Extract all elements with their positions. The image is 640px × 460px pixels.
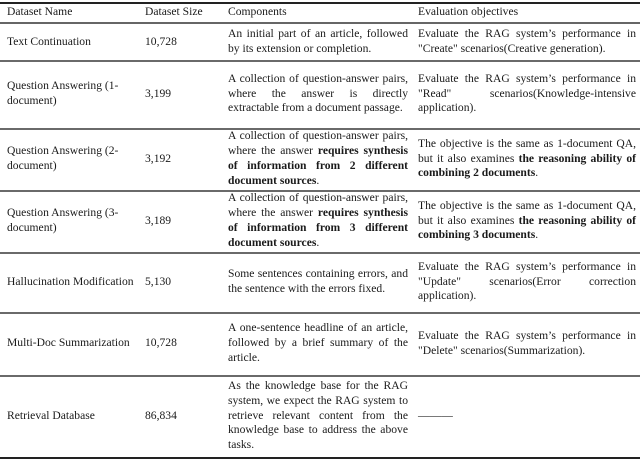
cell-components: A one-sentence headline of an article, followed by a brief summary of the article. <box>228 321 408 364</box>
header-components: Components <box>228 5 287 18</box>
cell-evaluation-objectives: Evaluate the RAG system’s performance in "Update" scenarios(Error correction application). <box>418 259 636 303</box>
bottom-rule <box>0 457 640 459</box>
cell-dataset-name: Text Continuation <box>7 34 91 48</box>
cell-evaluation-objectives: Evaluate the RAG system’s performance in "Read" scenarios(Knowledge-intensive application). <box>418 71 636 115</box>
cell-dataset-size: 3,192 <box>145 151 172 165</box>
top-rule <box>0 2 640 4</box>
header-evaluation-objectives: Evaluation objectives <box>418 5 519 18</box>
cell-components: An initial part of an article, followed by its extension or completion. <box>228 27 408 55</box>
cell-evaluation-objectives: ——— <box>418 408 453 422</box>
cell-dataset-size: 3,199 <box>145 86 172 100</box>
cell-dataset-name: Question Answering (3-document) <box>7 206 119 234</box>
cell-dataset-name: Multi-Doc Summarization <box>7 336 130 350</box>
cell-components: A collection of question-answer pairs, where the answer is directly extractable from a document passage. <box>228 71 408 115</box>
header-dataset-size: Dataset Size <box>145 5 203 18</box>
cell-evaluation-objectives: Evaluate the RAG system’s performance in "Create" scenarios(Creative generation). <box>418 27 636 55</box>
cell-evaluation-objectives: The objective is the same as 1-document QA, but it also examines the reasoning ability of combining 3 documents. <box>418 198 636 242</box>
cell-components: Some sentences containing errors, and the sentence with the errors fixed. <box>228 267 408 295</box>
cell-components: A collection of question-answer pairs, where the answer requires synthesis of information from 2 different document sources. <box>228 129 408 187</box>
cell-dataset-name: Question Answering (1-document) <box>7 79 119 107</box>
cell-dataset-name: Question Answering (2-document) <box>7 144 119 172</box>
cell-evaluation-objectives: Evaluate the RAG system’s performance in "Delete" scenarios(Summarization). <box>418 328 636 357</box>
cell-evaluation-objectives: The objective is the same as 1-document QA, but it also examines the reasoning ability of combining 2 documents. <box>418 136 636 180</box>
header-dataset-name: Dataset Name <box>7 5 73 18</box>
cell-dataset-size: 5,130 <box>145 274 172 288</box>
cell-components: A collection of question-answer pairs, where the answer requires synthesis of information from 3 different document sources. <box>228 191 408 249</box>
cell-dataset-size: 10,728 <box>145 336 177 350</box>
cell-components: As the knowledge base for the RAG system, we expect the RAG system to retrieve relevant content from the knowledge base to address the above tasks. <box>228 379 408 452</box>
cell-dataset-name: Hallucination Modification <box>7 274 134 288</box>
cell-dataset-size: 86,834 <box>145 408 177 422</box>
cell-dataset-name: Retrieval Database <box>7 408 95 422</box>
cell-dataset-size: 10,728 <box>145 34 177 48</box>
cell-dataset-size: 3,189 <box>145 213 172 227</box>
